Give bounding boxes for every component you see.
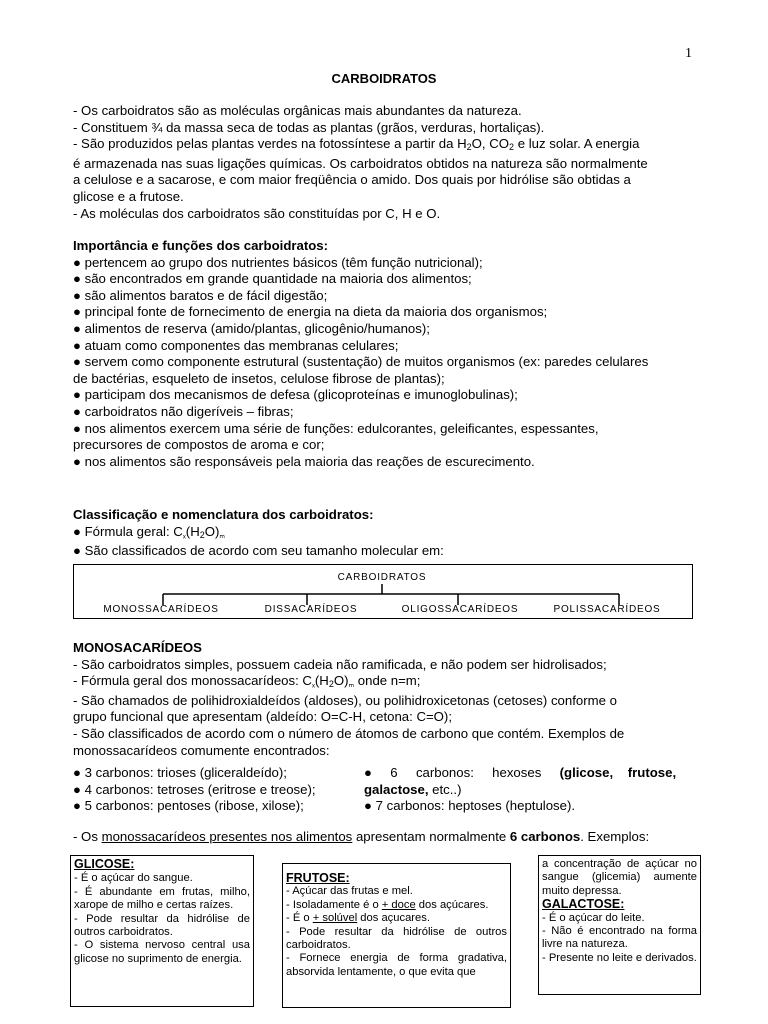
diagram-root-label: CARBOIDRATOS — [337, 572, 427, 583]
galactose-line: - É o açúcar do leite. — [542, 911, 645, 924]
text-line: - São chamados de polihidroxialdeídos (aldoses), ou polihidroxicetonas (cetoses) conforme o — [73, 692, 617, 708]
list-item: ● 5 carbonos: pentoses (ribose, xilose); — [73, 798, 304, 814]
list-item: galactose, etc..) — [364, 781, 462, 797]
examples-intro — [73, 829, 695, 846]
frutose-title: FRUTOSE: — [286, 871, 350, 885]
intro-line: - Constituem ¾ da massa seca de todas as plantas (grãos, verduras, hortaliças). — [73, 119, 545, 135]
text-line: - São classificados de acordo com o número de átomos de carbono que contém. Exemplos de — [73, 725, 625, 741]
text-line: grupo funcional que apresentam (aldeído: O=C-H, cetona: C=O); — [73, 709, 452, 725]
diagram-child-label: OLIGOSSACARÍDEOS — [401, 604, 519, 615]
section-heading: Importância e funções dos carboidratos: — [73, 238, 329, 253]
classification-diagram — [73, 564, 693, 619]
frutose-box — [282, 863, 511, 1008]
section-heading: Classificação e nomenclatura dos carboidratos: — [73, 507, 374, 522]
list-item: precursores de compostos de aroma e cor; — [73, 437, 325, 453]
frutose-line: - É o + solúvel dos açucares. — [286, 912, 430, 925]
galactose-line: - Não é encontrado na forma livre na natureza. — [542, 925, 697, 951]
intro-line: glicose e a frutose. — [73, 188, 184, 204]
carbon-col-left — [73, 765, 353, 815]
text-line: - São carboidratos simples, possuem cadeia não ramificada, e não podem ser hidrolisados; — [73, 656, 607, 672]
carbon-col-right — [364, 765, 695, 815]
galactose-title: GALACTOSE: — [542, 897, 625, 912]
galactose-pre: a concentração de açúcar no sangue (glicemia) aumente muito depressa. — [542, 858, 697, 897]
glicose-line: - Pode resultar da hidrólise de outros carboidratos. — [74, 912, 250, 939]
text-line: monossacarídeos comumente encontrados: — [73, 742, 330, 758]
list-item: ● principal fonte de fornecimento de energia na dieta da maioria dos organismos; — [73, 304, 548, 320]
intro-line: - São produzidos pelas plantas verdes na fotossíntese a partir da $H_2O$, $CO_2$ e luz solar. A energia — [73, 136, 640, 153]
intro-line: a celulose e a sacarose, e com maior freqüência o amido. Dos quais por hidrólise são obtidas a — [73, 172, 631, 188]
list-item: ● 7 carbonos: heptoses (heptulose). — [364, 798, 576, 814]
carbon-examples — [73, 765, 695, 815]
list-item: ● São classificados de acordo com seu tamanho molecular em: — [73, 543, 444, 559]
page-title: CARBOIDRATOS — [331, 71, 437, 86]
frutose-line: - Fornece energia de forma gradativa, absorvida lentamente, o que evita que — [286, 952, 507, 978]
importancia-section — [73, 238, 695, 470]
list-item: ● alimentos de reserva (amido/plantas, glicogênio/humanos); — [73, 320, 430, 336]
galactose-box — [538, 855, 701, 995]
list-item: ● são encontrados em grande quantidade na maioria dos alimentos; — [73, 271, 472, 287]
list-item: ● 6 carbonos: hexoses (glicose, frutose, — [364, 765, 677, 780]
list-item: ● são alimentos baratos e de fácil digestão; — [73, 287, 328, 303]
list-item: ● participam dos mecanismos de defesa (glicoproteínas e imunoglobulinas); — [73, 387, 518, 403]
text-line: - Fórmula geral dos monossacarídeos: $C_{_x}(H_2O)_{_m}$ onde n=m; — [73, 673, 421, 690]
diagram-child-label: MONOSSACARÍDEOS — [103, 604, 219, 615]
classificacao-section — [73, 507, 695, 560]
frutose-line: - Pode resultar da hidrólise de outros carboidratos. — [286, 925, 507, 952]
list-item: ● carboidratos não digeríveis – fibras; — [73, 403, 294, 419]
glicose-line: - É o açúcar do sangue. — [74, 872, 193, 885]
list-item: ● servem como componente estrutural (sustentação) de muitos organismos (ex: paredes celulares — [73, 354, 649, 370]
intro-line: é armazenada nas suas ligações químicas. Os carboidratos obtidos na natureza são normalmente — [73, 155, 648, 171]
section-heading: MONOSACARÍDEOS — [73, 640, 202, 655]
frutose-line: - Isoladamente é o + doce dos açúcares. — [286, 898, 489, 911]
glicose-title: GLICOSE: — [74, 857, 135, 871]
frutose-line: - Açúcar das frutas e mel. — [286, 885, 413, 898]
intro-line: - Os carboidratos são as moléculas orgânicas mais abundantes da natureza. — [73, 103, 522, 118]
galactose-line: - Presente no leite e derivados. — [542, 951, 697, 964]
list-item: de bactérias, esqueleto de insetos, celulose fibrose de plantas); — [73, 370, 445, 386]
list-item: ● Fórmula geral: $C_{_x}(H_2O)_{_m}$ — [73, 523, 225, 540]
intro-line: - As moléculas dos carboidratos são constituídas por C, H e O. — [73, 205, 441, 221]
glicose-line: - O sistema nervoso central usa glicose no suprimento de energia. — [74, 939, 250, 965]
glicose-line: - É abundante em frutas, milho, xarope de milho e certas raízes. — [74, 885, 250, 912]
glicose-box — [70, 855, 254, 1007]
list-item: ● pertencem ao grupo dos nutrientes básicos (têm função nutricional); — [73, 254, 483, 270]
page-number: 1 — [685, 46, 692, 61]
list-item: ● nos alimentos exercem uma série de funções: edulcorantes, geleificantes, espessantes, — [73, 420, 599, 436]
monossacarideos-section — [73, 640, 695, 759]
diagram-child-label: POLISSACARÍDEOS — [553, 604, 661, 615]
list-item: ● 3 carbonos: trioses (gliceraldeído); — [73, 765, 287, 780]
list-item: ● atuam como componentes das membranas celulares; — [73, 337, 399, 353]
intro-section — [73, 103, 695, 222]
text-line: - Os monossacarídeos presentes nos alimentos apresentam normalmente 6 carbonos. Exemplos: — [73, 829, 650, 844]
list-item: ● nos alimentos são responsáveis pela maioria das reações de escurecimento. — [73, 453, 535, 469]
diagram-child-label: DISSACARÍDEOS — [264, 604, 358, 615]
diagram-svg — [74, 565, 691, 617]
list-item: ● 4 carbonos: tetroses (eritrose e treose); — [73, 781, 316, 797]
